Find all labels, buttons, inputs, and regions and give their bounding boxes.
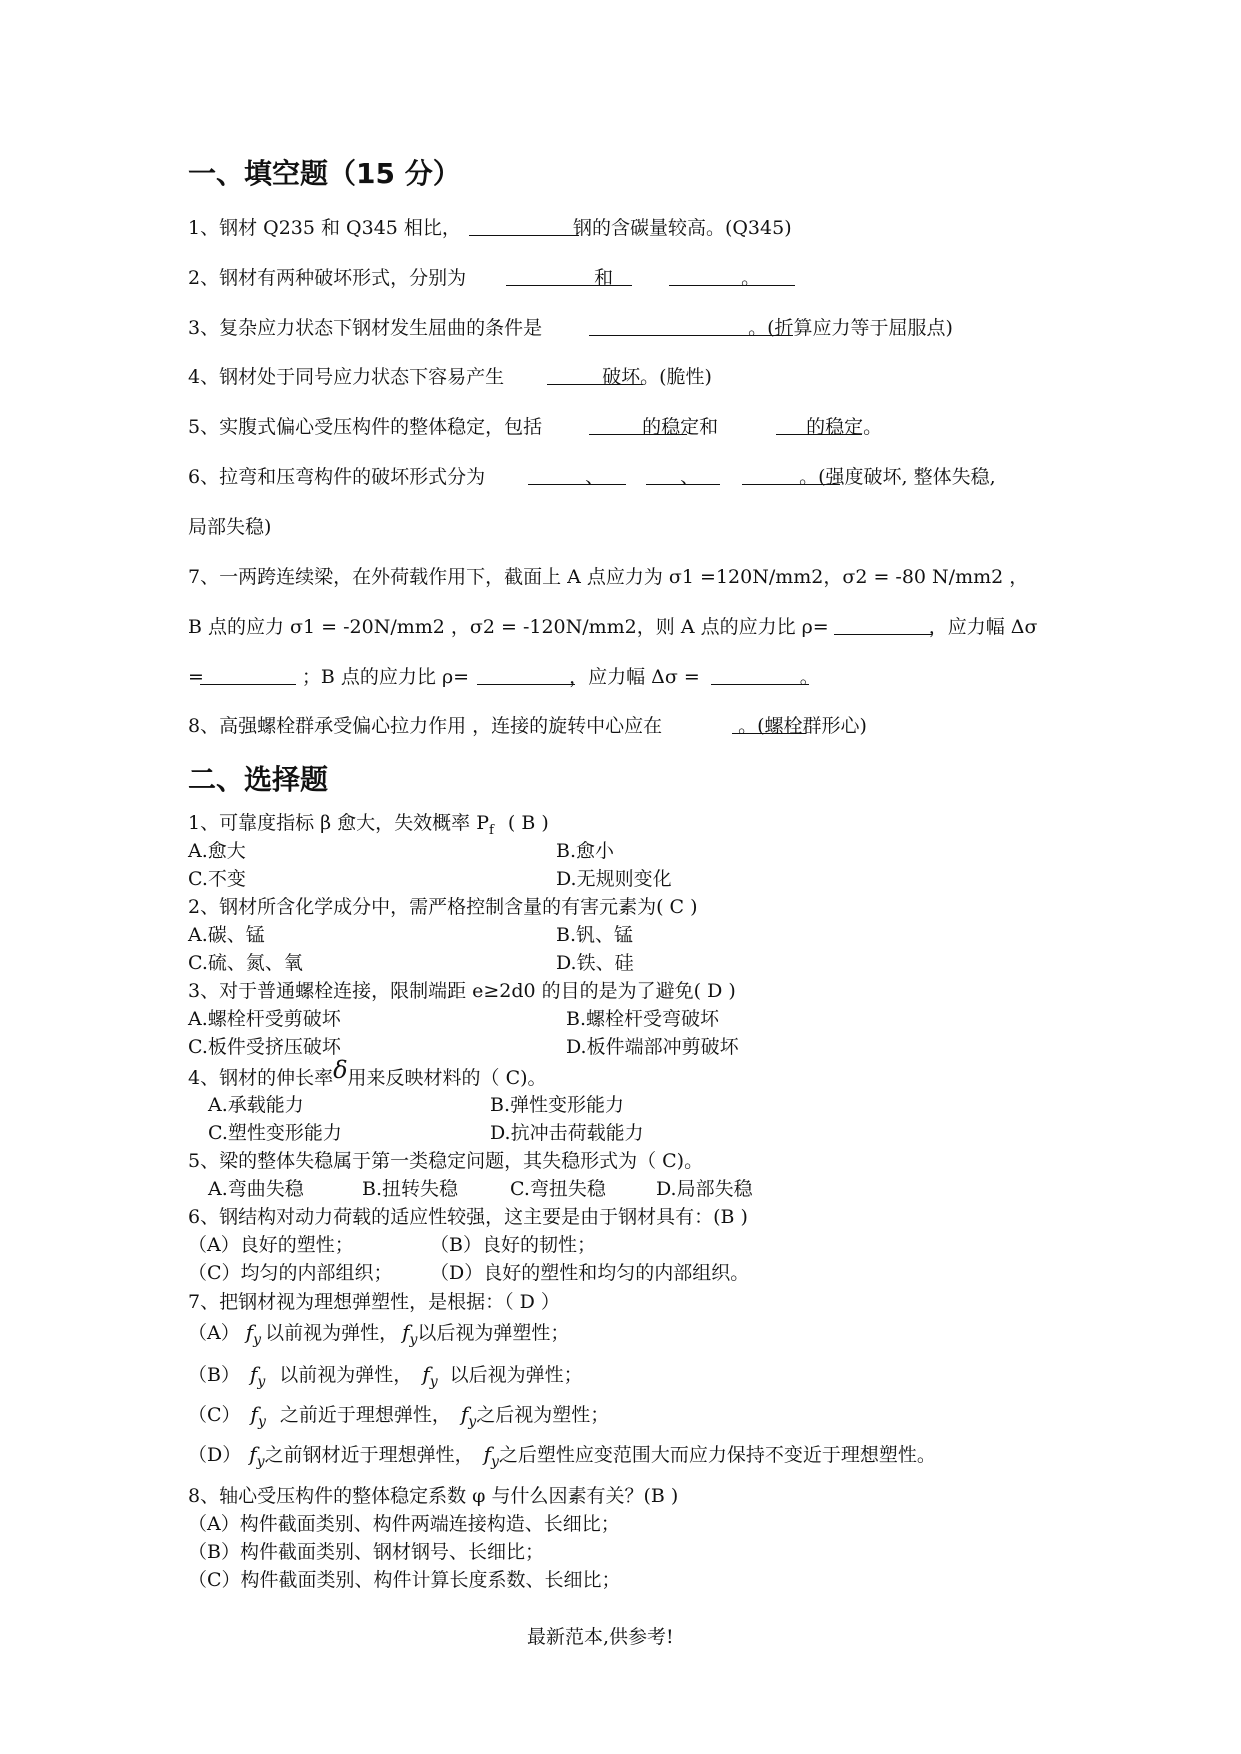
c6-option-c: （C）均匀的内部组织； xyxy=(188,1262,393,1284)
q7-text-d: = xyxy=(188,666,204,688)
c2-option-a: A.碳、锰 xyxy=(188,924,265,946)
q5-blank-2[interactable] xyxy=(776,434,862,435)
q6-blank-2[interactable] xyxy=(646,484,720,485)
c7-option-d xyxy=(188,1440,936,1470)
section-title-choice: 二、选择题 xyxy=(188,763,329,796)
c7c-text-1: 之前近于理想弹性， xyxy=(279,1404,451,1426)
q6-blank-3[interactable] xyxy=(742,484,840,485)
c4-option-a: A.承载能力 xyxy=(208,1094,304,1116)
fy-symbol: $f_y$ xyxy=(250,1402,266,1430)
q1-text-b: 钢的含碳量较高。(Q345) xyxy=(572,217,792,239)
c3-option-c: C.板件受挤压破坏 xyxy=(188,1036,341,1058)
choice-question-1 xyxy=(188,808,549,838)
c7-option-c xyxy=(188,1400,609,1430)
q6-text-d: 。(强度破坏, 整体失稳, xyxy=(799,466,996,488)
c4-option-d: D.抗冲击荷载能力 xyxy=(490,1122,644,1144)
section-title-fill: 一、填空题（15 分） xyxy=(188,157,461,190)
c1-answer: ( B ) xyxy=(507,812,549,834)
c5-option-d: D.局部失稳 xyxy=(656,1178,753,1200)
c7d-text-2: 之后塑性应变范围大而应力保持不变近于理想塑性。 xyxy=(498,1444,936,1466)
choice-question-2: 2、钢材所含化学成分中，需严格控制含量的有害元素为( C ) xyxy=(188,896,698,918)
c7a-text-1: 以前视为弹性， xyxy=(265,1322,399,1344)
q7-text-c: ，应力幅 Δσ xyxy=(928,616,1038,638)
q7-blank-1[interactable] xyxy=(834,634,932,635)
q2-text-c: 。 xyxy=(741,267,761,289)
c1-text: 1、可靠度指标 β 愈大，失效概率 P xyxy=(188,812,489,834)
q2-text-a: 2、钢材有两种破坏形式，分别为 xyxy=(188,267,467,289)
c6-option-d: （D）良好的塑性和均匀的内部组织。 xyxy=(430,1262,750,1284)
q7-blank-4[interactable] xyxy=(711,684,809,685)
c2-option-c: C.硫、氮、氧 xyxy=(188,952,303,974)
q6-text-b: 、 xyxy=(585,466,605,488)
c7-option-b xyxy=(188,1360,583,1390)
c4-text-b: 用来反映材料的（ C)。 xyxy=(347,1067,547,1089)
q5-blank-1[interactable] xyxy=(589,434,687,435)
c2-option-d: D.铁、硅 xyxy=(556,952,634,974)
q2-text-b: 和 xyxy=(594,267,614,289)
q1-text-a: 1、钢材 Q235 和 Q345 相比， xyxy=(188,217,461,239)
q5-text-c: 的稳定。 xyxy=(806,416,883,438)
q4-text-b: 破坏。(脆性) xyxy=(602,366,712,388)
fill-question-7-line1: 7、一两跨连续梁，在外荷载作用下，截面上 A 点应力为 σ1 =120N/mm2，σ2 = -80 N/mm2 ， xyxy=(188,566,1029,588)
c1-option-d: D.无规则变化 xyxy=(556,868,672,890)
c1-subscript: f xyxy=(488,822,494,838)
fy-symbol: $f_y$ xyxy=(483,1442,499,1470)
c4-option-c: C.塑性变形能力 xyxy=(208,1122,342,1144)
q5-text-a: 5、实腹式偏心受压构件的整体稳定，包括 xyxy=(188,416,543,438)
c3-option-a: A.螺栓杆受剪破坏 xyxy=(188,1008,341,1030)
q6-text-c: 、 xyxy=(680,466,700,488)
c8-option-c: （C）构件截面类别、构件计算长度系数、长细比； xyxy=(188,1569,621,1591)
c7b-text-1: 以前视为弹性， xyxy=(279,1364,413,1386)
page-footer: 最新范本,供参考! xyxy=(527,1626,674,1648)
q4-blank[interactable] xyxy=(547,384,643,385)
c5-option-a: A.弯曲失稳 xyxy=(208,1178,304,1200)
c6-option-a: （A）良好的塑性； xyxy=(188,1234,354,1256)
c4-text-a: 4、钢材的伸长率 xyxy=(188,1067,334,1089)
q7-blank-3[interactable] xyxy=(477,684,575,685)
q6-continuation: 局部失稳) xyxy=(188,516,272,538)
q3-blank[interactable] xyxy=(589,335,793,336)
fy-symbol: $f_y$ xyxy=(460,1402,477,1430)
c2-option-b: B.钒、锰 xyxy=(556,924,634,946)
choice-question-3: 3、对于普通螺栓连接，限制端距 e≥2d0 的目的是为了避免( D ) xyxy=(188,980,736,1002)
q8-text-a: 8、高强螺栓群承受偏心拉力作用 ，连接的旋转中心应在 xyxy=(188,715,663,737)
c7d-text-1: 之前钢材近于理想弹性， xyxy=(264,1444,474,1466)
c8-option-b: （B）构件截面类别、钢材钢号、长细比； xyxy=(188,1541,544,1563)
choice-question-4 xyxy=(188,1056,547,1090)
fy-symbol: $f_y$ xyxy=(249,1442,265,1470)
q8-blank[interactable] xyxy=(732,733,806,734)
q6-blank-1[interactable] xyxy=(528,484,626,485)
fill-question-3 xyxy=(188,313,953,340)
fy-symbol: $f_y$ xyxy=(422,1362,438,1390)
c1-option-c: C.不变 xyxy=(188,868,246,890)
c4-option-b: B.弹性变形能力 xyxy=(490,1094,625,1116)
c7b-text-2: 以后视为弹性； xyxy=(449,1364,583,1386)
q7-blank-2[interactable] xyxy=(200,684,296,685)
c7-option-a xyxy=(188,1318,569,1348)
c4-delta-symbol: δ xyxy=(333,1056,348,1084)
c7c-text-2: 之后视为塑性； xyxy=(476,1404,610,1426)
q5-text-b: 的稳定和 xyxy=(642,416,719,438)
fy-symbol: $f_y$ xyxy=(402,1320,418,1348)
q2-blank-1[interactable] xyxy=(506,285,632,286)
c7b-label: （B） xyxy=(188,1364,240,1386)
choice-question-8: 8、轴心受压构件的整体稳定系数 φ 与什么因素有关？(B ) xyxy=(188,1485,679,1507)
c7d-label: （D） xyxy=(188,1444,242,1466)
choice-question-5: 5、梁的整体失稳属于第一类稳定问题，其失稳形式为（ C)。 xyxy=(188,1150,704,1172)
c1-option-b: B.愈小 xyxy=(556,840,615,862)
c6-option-b: （B）良好的韧性； xyxy=(430,1234,596,1256)
c1-option-a: A.愈大 xyxy=(188,840,246,862)
q6-text-a: 6、拉弯和压弯构件的破坏形式分为 xyxy=(188,466,486,488)
choice-question-6: 6、钢结构对动力荷载的适应性较强，这主要是由于钢材具有：(B ) xyxy=(188,1206,748,1228)
fy-symbol: $f_y$ xyxy=(245,1320,262,1348)
choice-question-7: 7、把钢材视为理想弹塑性，是根据：（ D ） xyxy=(188,1291,560,1313)
q7-text-b: B 点的应力 σ1 = -20N/mm2 ，σ2 = -120N/mm2，则 A 点的应力比 ρ= xyxy=(188,616,829,638)
q7-text-f: ，应力幅 Δσ = xyxy=(569,666,700,688)
fy-symbol: $f_y$ xyxy=(249,1362,266,1390)
c7c-label: （C） xyxy=(188,1404,241,1426)
c5-option-b: B.扭转失稳 xyxy=(362,1178,459,1200)
q3-text-a: 3、复杂应力状态下钢材发生屈曲的条件是 xyxy=(188,317,543,339)
q1-blank[interactable] xyxy=(469,235,579,236)
c3-option-b: B.螺栓杆受弯破坏 xyxy=(566,1008,720,1030)
q8-text-b: 。(螺栓群形心) xyxy=(738,715,867,737)
q3-text-b: 。(折算应力等于屈服点) xyxy=(748,317,953,339)
c8-option-a: （A）构件截面类别、构件两端连接构造、长细比； xyxy=(188,1513,620,1535)
c3-option-d: D.板件端部冲剪破坏 xyxy=(566,1036,739,1058)
q7-text-e: ；B 点的应力比 ρ= xyxy=(301,666,470,688)
c7a-text-2: 以后视为弹塑性； xyxy=(417,1322,570,1344)
q2-blank-2[interactable] xyxy=(669,285,795,286)
c5-option-c: C.弯扭失稳 xyxy=(510,1178,606,1200)
c7a-label: （A） xyxy=(188,1322,240,1344)
q4-text-a: 4、钢材处于同号应力状态下容易产生 xyxy=(188,366,505,388)
q7-text-g: 。 xyxy=(799,666,819,688)
